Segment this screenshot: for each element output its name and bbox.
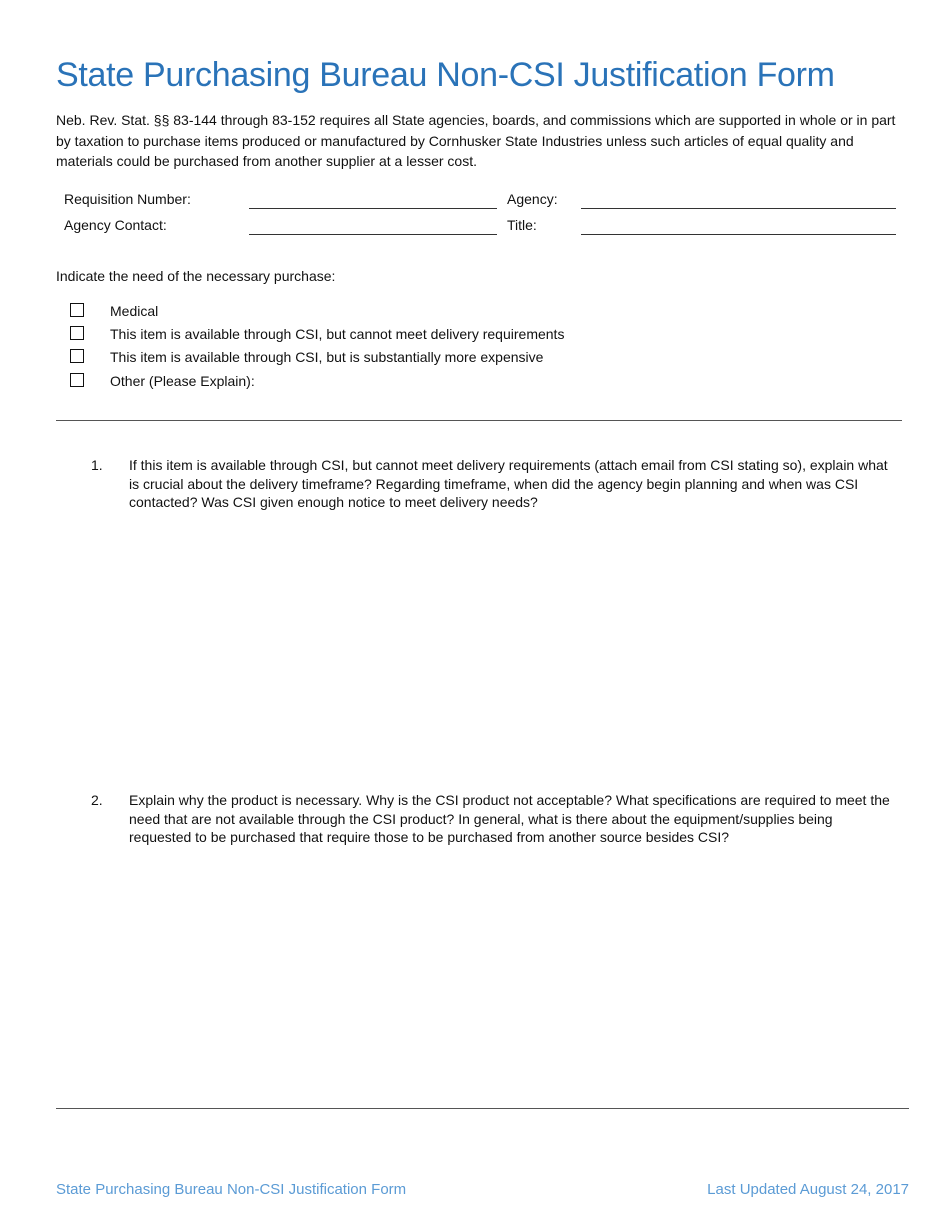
agency-contact-label: Agency Contact: — [64, 217, 167, 233]
checkbox-delivery[interactable] — [70, 326, 84, 340]
need-option-expensive[interactable] — [70, 348, 770, 366]
question-number: 2. — [91, 792, 103, 808]
question-text: Explain why the product is necessary. Why is the CSI product not acceptable? What specifications are required to meet the need that are not available through the CSI product? In general, what is there about the equipment/supplies being requested to be purchased that require those to be purchased from another source besides CSI? — [129, 792, 890, 845]
agency-field[interactable] — [581, 190, 896, 209]
footer-last-updated: Last Updated August 24, 2017 — [707, 1181, 909, 1198]
question-number: 1. — [91, 457, 103, 473]
requisition-number-label: Requisition Number: — [64, 191, 191, 207]
need-option-other[interactable] — [70, 372, 770, 390]
need-option-label: This item is available through CSI, but cannot meet delivery requirements — [110, 326, 565, 342]
checkbox-medical[interactable] — [70, 303, 84, 317]
statute-intro: Neb. Rev. Stat. §§ 83-144 through 83-152 requires all State agencies, boards, and commissions which are supported in whole or in part by taxation to purchase items produced or manufactured by Cornhusker State Industries unless such articles of equal quality and materials could be purchased from another supplier at a lesser cost. — [56, 112, 896, 169]
footer-form-name: State Purchasing Bureau Non-CSI Justification Form — [56, 1181, 407, 1198]
answer-2-area[interactable] — [129, 855, 889, 1095]
form-title: State Purchasing Bureau Non-CSI Justification Form — [56, 56, 835, 94]
agency-contact-field[interactable] — [249, 216, 497, 235]
need-option-medical[interactable] — [70, 302, 770, 320]
requisition-number-field[interactable] — [249, 190, 497, 209]
need-option-label: This item is available through CSI, but is substantially more expensive — [110, 349, 544, 365]
need-option-delivery[interactable] — [70, 325, 770, 343]
question-text: If this item is available through CSI, but cannot meet delivery requirements (attach email from CSI stating so), explain what is crucial about the delivery timeframe? Regarding timeframe, when did the agency begin planning and when was CSI contacted? Was CSI given enough notice to meet delivery needs? — [129, 457, 888, 510]
checkbox-expensive[interactable] — [70, 349, 84, 363]
title-label: Title: — [507, 217, 537, 233]
need-prompt: Indicate the need of the necessary purchase: — [56, 268, 336, 284]
footer-divider — [56, 1108, 909, 1109]
need-option-label: Medical — [110, 303, 159, 319]
agency-label: Agency: — [507, 191, 558, 207]
checkbox-other[interactable] — [70, 373, 84, 387]
section-divider — [56, 420, 902, 421]
answer-1-area[interactable] — [129, 520, 889, 780]
need-option-label: Other (Please Explain): — [110, 373, 255, 389]
title-field[interactable] — [581, 216, 896, 235]
